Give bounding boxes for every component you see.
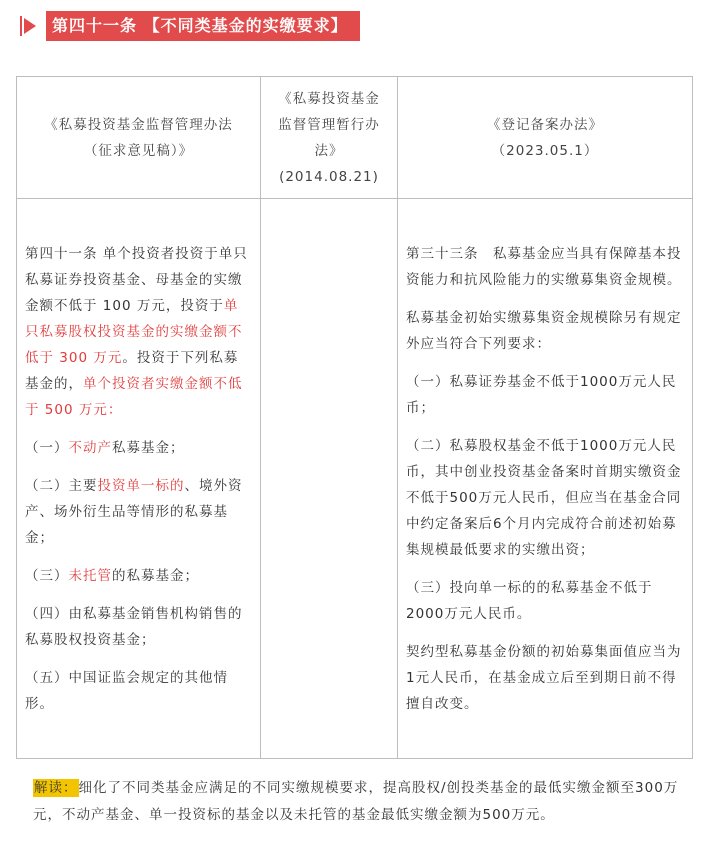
interpretation-text: 细化了不同类基金应满足的不同实缴规模要求，提高股权/创投类基金的最低实缴金额至300万元，不动产基金、单一投资标的基金以及未托管的基金最低实缴金额为500万元。 [33,780,679,823]
article-paragraph: 私募基金初始实缴募集资金规模除另有规定外应当符合下列要求： [406,309,682,352]
article-item: （四）由私募基金销售机构销售的私募股权投资基金； [25,605,243,648]
header-line: 《登记备案办法》 [487,116,603,133]
header-line: （征求意见稿）》 [83,142,194,159]
table-body-row [17,199,693,759]
article-paragraph: 契约型私募基金份额的初始募集面值应当为1元人民币，在基金成立后至到期日前不得擅自改变。 [406,643,682,712]
cell-draft-measures [17,199,261,759]
interpretation-tag: 解读： [34,780,78,796]
article-item: （五）中国证监会规定的其他情形。 [25,669,228,712]
section-header [16,11,360,41]
article-item: （一）不动产私募基金； [25,439,185,456]
play-arrow-icon [16,12,42,40]
header-registration-measures [398,77,693,199]
header-line: 监督管理暂行办 [278,116,380,133]
article-item: （三）投向单一标的的私募基金不低于2000万元人民币。 [406,579,653,622]
header-line: 《私募投资基金 [278,90,380,107]
article-paragraph: 第三十三条 私募基金应当具有保障基本投资能力和抗风险能力的实缴募集资金规模。 [406,245,682,288]
cell-interim-measures [261,199,398,759]
header-line: 法》 [314,142,344,159]
header-interim-measures [261,77,398,199]
cell-registration-measures [398,199,693,759]
header-draft-measures [17,77,261,199]
article-paragraph: 第四十一条 单个投资者投资于单只私募证券投资基金、母基金的实缴金额不低于 100 万元，投资于单只私募股权投资基金的实缴金额不低于 300 万元。投资于下列私募基金的，单个投资者实缴金额不低于 500 万元： [25,245,248,418]
header-line: （2023.05.1） [491,142,599,159]
interpretation-note [33,775,683,829]
section-title: 第四十一条 【不同类基金的实缴要求】 [46,11,360,41]
article-item: （二）私募股权基金不低于1000万元人民币，其中创业投资基金备案时首期实缴资金不低于500万元人民币，但应当在基金合同中约定备案后6个月内完成符合前述初始募集规模最低要求的实缴出资； [406,437,682,558]
article-item: （二）主要投资单一标的、境外资产、场外衍生品等情形的私募基金； [25,477,243,546]
comparison-table [16,76,693,759]
table-header-row [17,77,693,199]
article-item: （一）私募证券基金不低于1000万元人民币； [406,373,677,416]
header-line: (2014.08.21) [279,168,379,185]
article-item: （三）未托管的私募基金； [25,567,199,584]
header-line: 《私募投资基金监督管理办法 [44,116,233,133]
